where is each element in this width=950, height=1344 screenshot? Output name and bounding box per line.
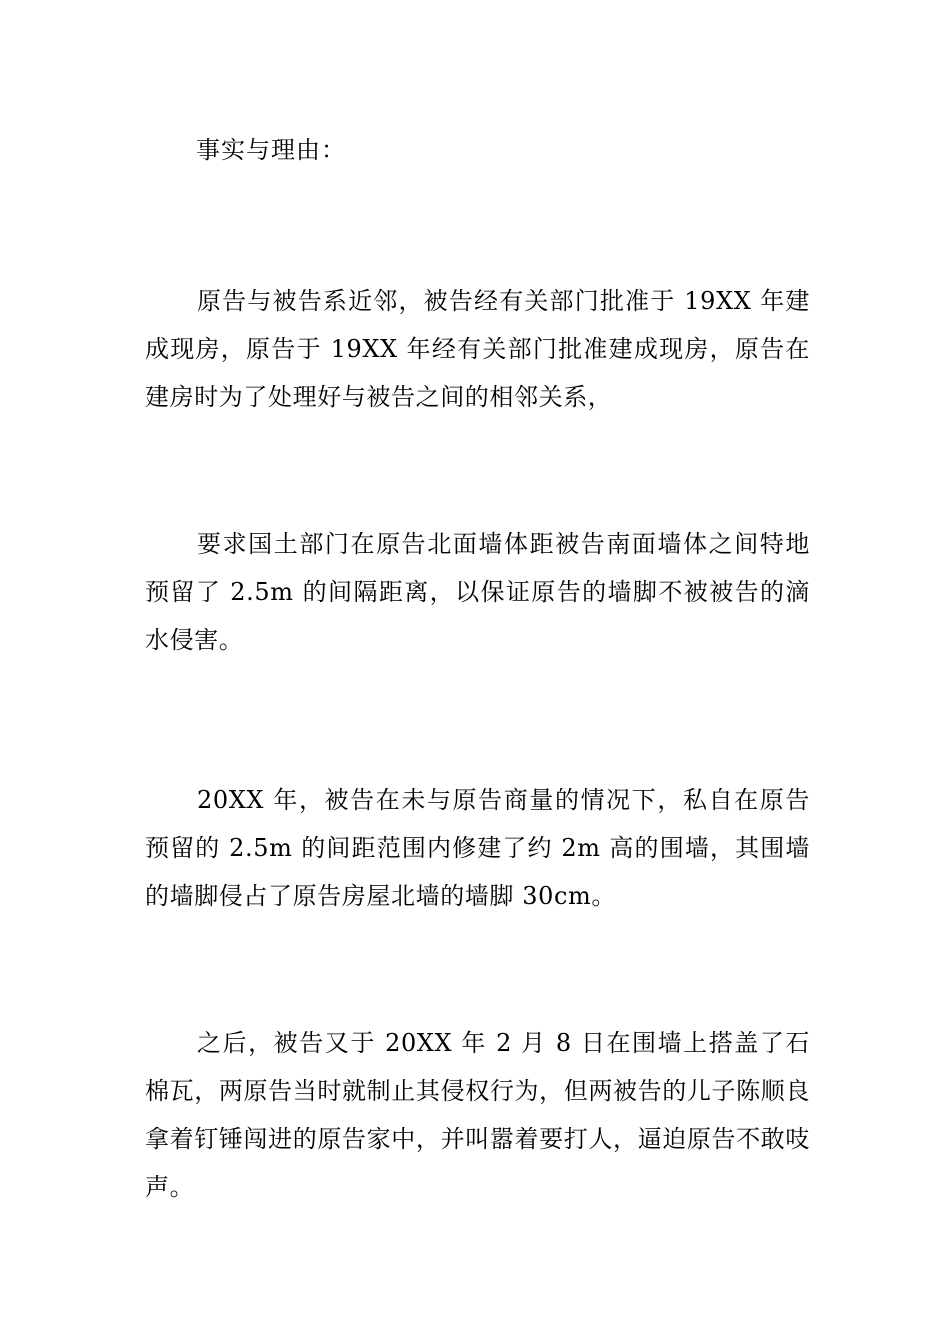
paragraph-3: 20XX 年，被告在未与原告商量的情况下，私自在原告预留的 2.5m 的间距范围内修建了约 2m 高的围墙，其围墙的墙脚侵占了原告房屋北墙的墙脚 30cm。 (145, 786, 810, 910)
section-heading: 事实与理由： (196, 136, 346, 164)
paragraph-4: 之后，被告又于 20XX 年 2 月 8 日在围墙上搭盖了石棉瓦，两原告当时就制止其侵权行为，但两被告的儿子陈顺良拿着钉锤闯进的原告家中，并叫嚣着要打人，逼迫原告不敢吱声。 (145, 1029, 810, 1201)
paragraph-2: 要求国土部门在原告北面墙体距被告南面墙体之间特地预留了 2.5m 的间隔距离，以保证原告的墙脚不被被告的滴水侵害。 (145, 530, 810, 654)
paragraph-1: 原告与被告系近邻，被告经有关部门批准于 19XX 年建成现房，原告于 19XX 年经有关部门批准建成现房，原告在建房时为了处理好与被告之间的相邻关系， (145, 287, 810, 411)
